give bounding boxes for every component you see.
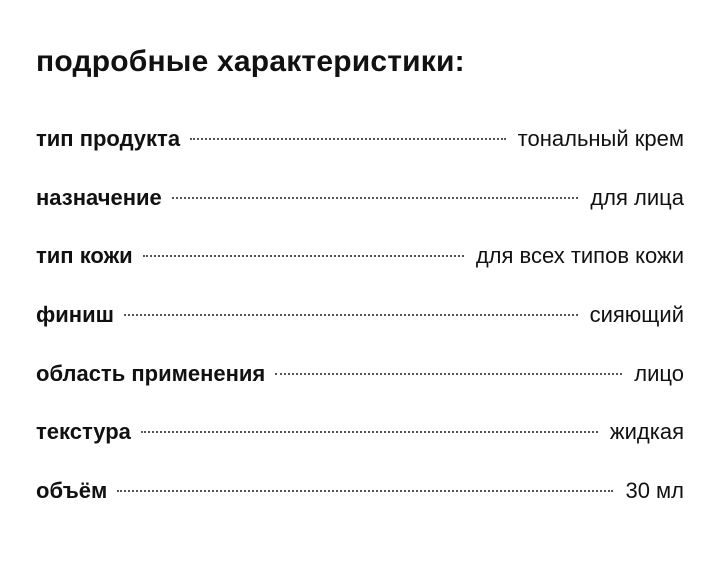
dotted-leader (143, 255, 464, 257)
dotted-leader (172, 197, 579, 199)
dotted-leader (117, 490, 613, 492)
specs-list (36, 124, 684, 535)
spec-row-volume (36, 476, 684, 535)
spec-row-finish (36, 300, 684, 359)
spec-row-skin-type (36, 241, 684, 300)
dotted-leader (124, 314, 578, 316)
spec-label: тип продукта (36, 126, 181, 151)
spec-label: финиш (36, 302, 114, 328)
spec-label: тип кожи (36, 243, 133, 269)
dotted-leader (275, 373, 622, 375)
dotted-leader (190, 138, 506, 140)
spec-value: лицо (634, 360, 684, 386)
spec-label: назначение (36, 184, 162, 210)
spec-value: жидкая (609, 419, 684, 445)
spec-label: область применения (36, 360, 266, 386)
page-title: подробные характеристики: (36, 45, 465, 78)
spec-row-texture (36, 417, 684, 476)
spec-row-application-area (36, 359, 684, 418)
spec-value: 30 мл (625, 478, 684, 504)
spec-label: текстура (36, 419, 131, 445)
spec-row-purpose (36, 183, 684, 242)
spec-value: для всех типов кожи (475, 243, 684, 269)
dotted-leader (141, 431, 598, 433)
spec-value: сияющий (589, 302, 684, 328)
spec-row-product-type (36, 124, 684, 183)
spec-value: для лица (590, 184, 684, 210)
spec-label: объём (36, 478, 108, 504)
spec-value: тональный крем (517, 126, 684, 151)
